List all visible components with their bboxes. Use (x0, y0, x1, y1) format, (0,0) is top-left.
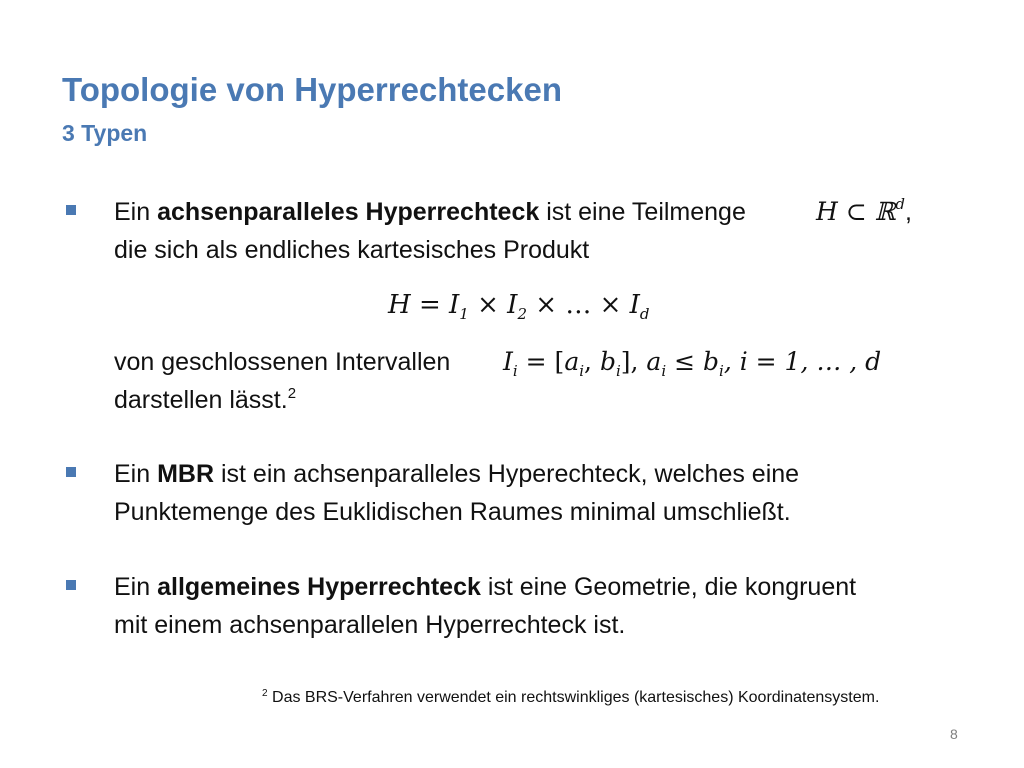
formula-interval-eq-open: = [ (517, 347, 565, 376)
formula-interval-b: b (599, 347, 616, 376)
bullet-2-line-1-suffix: ist ein achsenparalleles Hyperechteck, welches eine (214, 460, 800, 488)
bullet-1-line-1 (114, 195, 746, 229)
formula-interval-leq: ≤ (666, 347, 703, 376)
formula-interval-b-index: i (615, 362, 621, 380)
bullet-2-line-2: Punktemenge des Euklidischen Raumes minimal umschließt. (114, 498, 791, 526)
bullet-1-line-1-prefix: Ein (114, 198, 158, 226)
formula-interval (503, 345, 881, 379)
bullet-1-line-1-suffix: ist eine Teilmenge (539, 198, 746, 226)
formula-product-factor-2: $I_2$ (507, 290, 527, 323)
footnote-text: Das BRS-Verfahren verwendet ein rechtswinkliges (kartesisches) Koordinatensystem. (267, 689, 880, 706)
bullet-2-bold-term: MBR (157, 460, 215, 488)
bullet-marker-3 (66, 580, 76, 590)
formula-interval-index: i (512, 362, 518, 380)
bullet-2-line-1-prefix: Ein (114, 460, 158, 488)
formula-subset-comma: , (905, 198, 912, 226)
formula-product-factor-d: $I_d$ (629, 290, 650, 323)
bullet-marker-2 (66, 467, 76, 477)
formula-product-times-2: × (526, 290, 566, 320)
footnote (262, 687, 879, 709)
formula-subset-lhs: H ⊂ ℝ (816, 197, 896, 226)
formula-interval-a2-index: i (661, 362, 667, 380)
formula-product-ellipsis: … (565, 290, 592, 320)
slide-title: Topologie von Hyperrechtecken (62, 71, 562, 108)
bullet-3-line-1-suffix: ist eine Geometrie, die kongruent (480, 573, 857, 601)
bullet-1-bold-term: achsenparalleles Hyperrechteck (157, 198, 540, 226)
formula-interval-close: ], (620, 347, 647, 376)
bullet-3-line-2: mit einem achsenparallelen Hyperrechteck ist. (114, 611, 626, 639)
bullet-3-line-1-prefix: Ein (114, 573, 158, 601)
bullet-1-line-2: die sich als endliches kartesisches Produkt (114, 236, 590, 264)
formula-interval-a2: a (646, 347, 662, 376)
footnote-marker: 2 (262, 688, 268, 699)
formula-product-factor-1: $I_1$ (449, 290, 469, 323)
formula-interval-b2-index: i (719, 362, 724, 380)
formula-product (388, 288, 650, 322)
formula-subset-superscript: d (895, 195, 906, 213)
formula-interval-range: , i = 1, … , d (723, 347, 882, 376)
bullet-marker-1 (66, 205, 76, 215)
formula-interval-a: a (564, 347, 580, 376)
formula-interval-a-index: i (579, 362, 585, 380)
formula-product-times-3: × (591, 290, 630, 320)
bullet-1-line-4-text: darstellen lässt. (114, 386, 288, 414)
slide-subtitle: 3 Typen (62, 120, 148, 146)
bullet-3-bold-term: allgemeines Hyperrechteck (157, 573, 481, 601)
formula-interval-b2: b (702, 347, 719, 376)
formula-subset (816, 195, 912, 229)
bullet-1-line-3: von geschlossenen Intervallen (114, 348, 451, 376)
formula-interval-comma: , (584, 347, 600, 376)
slide-number: 8 (950, 726, 958, 742)
bullet-3-line-1 (114, 570, 856, 604)
bullet-1-line-4 (114, 383, 296, 417)
bullet-2-line-1 (114, 457, 799, 491)
formula-product-times-1: × (468, 290, 508, 320)
formula-product-lhs: H = (388, 290, 449, 320)
formula-interval-base: I (503, 347, 513, 376)
footnote-reference: 2 (287, 385, 297, 402)
